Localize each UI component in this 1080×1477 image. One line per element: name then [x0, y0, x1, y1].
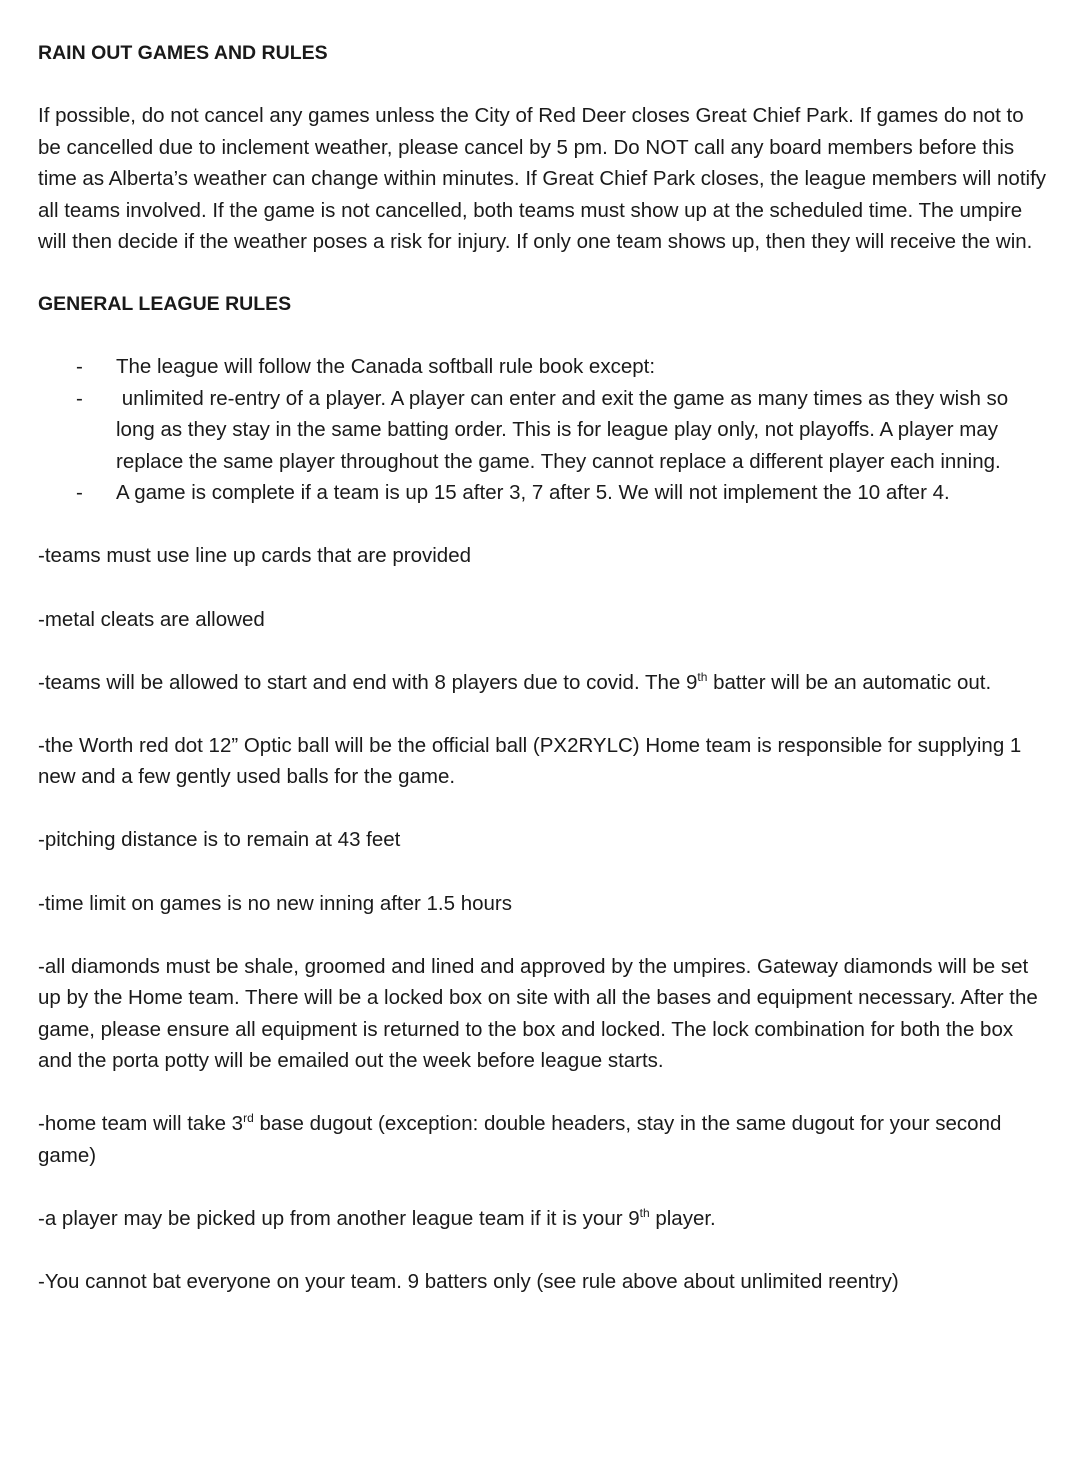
rule-cleats: -metal cleats are allowed: [38, 607, 265, 631]
rule-covid: [38, 667, 1046, 699]
rule-line-up: -teams must use line up cards that are provided: [38, 544, 471, 568]
list-item-text: The league will follow the Canada softball rule book except:: [116, 354, 656, 378]
rule-time-limit: -time limit on games is no new inning after 1.5 hours: [38, 891, 513, 915]
list-item: [38, 383, 1046, 478]
general-rules-heading: GENERAL LEAGUE RULES: [38, 292, 292, 315]
rule-batters: -You cannot bat everyone on your team. 9 batters only (see rule above about unlimited reentry): [38, 1270, 899, 1294]
list-item: [38, 351, 1046, 383]
rule-pickup-text-a: -a player may be picked up from another league team if it is your 9: [38, 1207, 640, 1231]
superscript: th: [697, 669, 708, 684]
superscript: rd: [243, 1111, 254, 1126]
rule-pitching: -pitching distance is to remain at 43 feet: [38, 828, 401, 852]
rule-ball: -the Worth red dot 12” Optic ball will be the official ball (PX2RYLC) Home team is responsible for supplying 1 new and a few gently used balls for the game.: [38, 733, 1022, 789]
list-item-text: A game is complete if a team is up 15 after 3, 7 after 5. We will not implement the 10 after 4.: [116, 481, 950, 505]
rule-pickup-text-b: player.: [649, 1207, 716, 1231]
list-dash: -: [76, 354, 83, 378]
exceptions-list: [38, 351, 1046, 509]
rule-dugout-text-a: -home team will take 3: [38, 1112, 244, 1136]
list-item: [38, 477, 1046, 509]
rain-out-heading: RAIN OUT GAMES AND RULES: [38, 42, 328, 64]
rain-out-paragraph: If possible, do not cancel any games unless the City of Red Deer closes Great Chief Park. If games do not to be cancelled due to inclement weather, please cancel by 5 pm. Do NOT call any board members before this time as Alberta’s weather can change within minutes. If Great Chief Park closes, the league members will notify all teams involved. If the game is not cancelled, both teams must show up at the scheduled time. The umpire will then decide if the weather poses a risk for injury. If only one team shows up, then they will receive the win.: [38, 104, 1047, 254]
rule-covid-text-b: batter will be an automatic out.: [707, 670, 992, 694]
rule-covid-text-a: -teams will be allowed to start and end with 8 players due to covid. The 9: [38, 670, 698, 694]
list-item-text: unlimited re-entry of a player. A player can enter and exit the game as many times as they wish so long as they stay in the same batting order. This is for league play only, not playoffs. A player may replace the same player throughout the game. They cannot replace a different player each inning.: [116, 386, 1014, 473]
rule-diamonds: -all diamonds must be shale, groomed and lined and approved by the umpires. Gateway diamonds will be set up by the Home team. There will be a locked box on site with all the bases and equipment necessary. After the game, please ensure all equipment is returned to the box and locked. The lock combination for both the box and the porta potty will be emailed out the week before league starts.: [38, 954, 1038, 1073]
rule-dugout: [38, 1108, 1046, 1171]
superscript: th: [639, 1206, 650, 1221]
list-dash: -: [76, 481, 83, 505]
rule-dugout-text-b: base dugout (exception: double headers, stay in the same dugout for your second game): [38, 1112, 1002, 1168]
rule-pickup: [38, 1203, 1046, 1235]
list-dash: -: [76, 386, 83, 410]
